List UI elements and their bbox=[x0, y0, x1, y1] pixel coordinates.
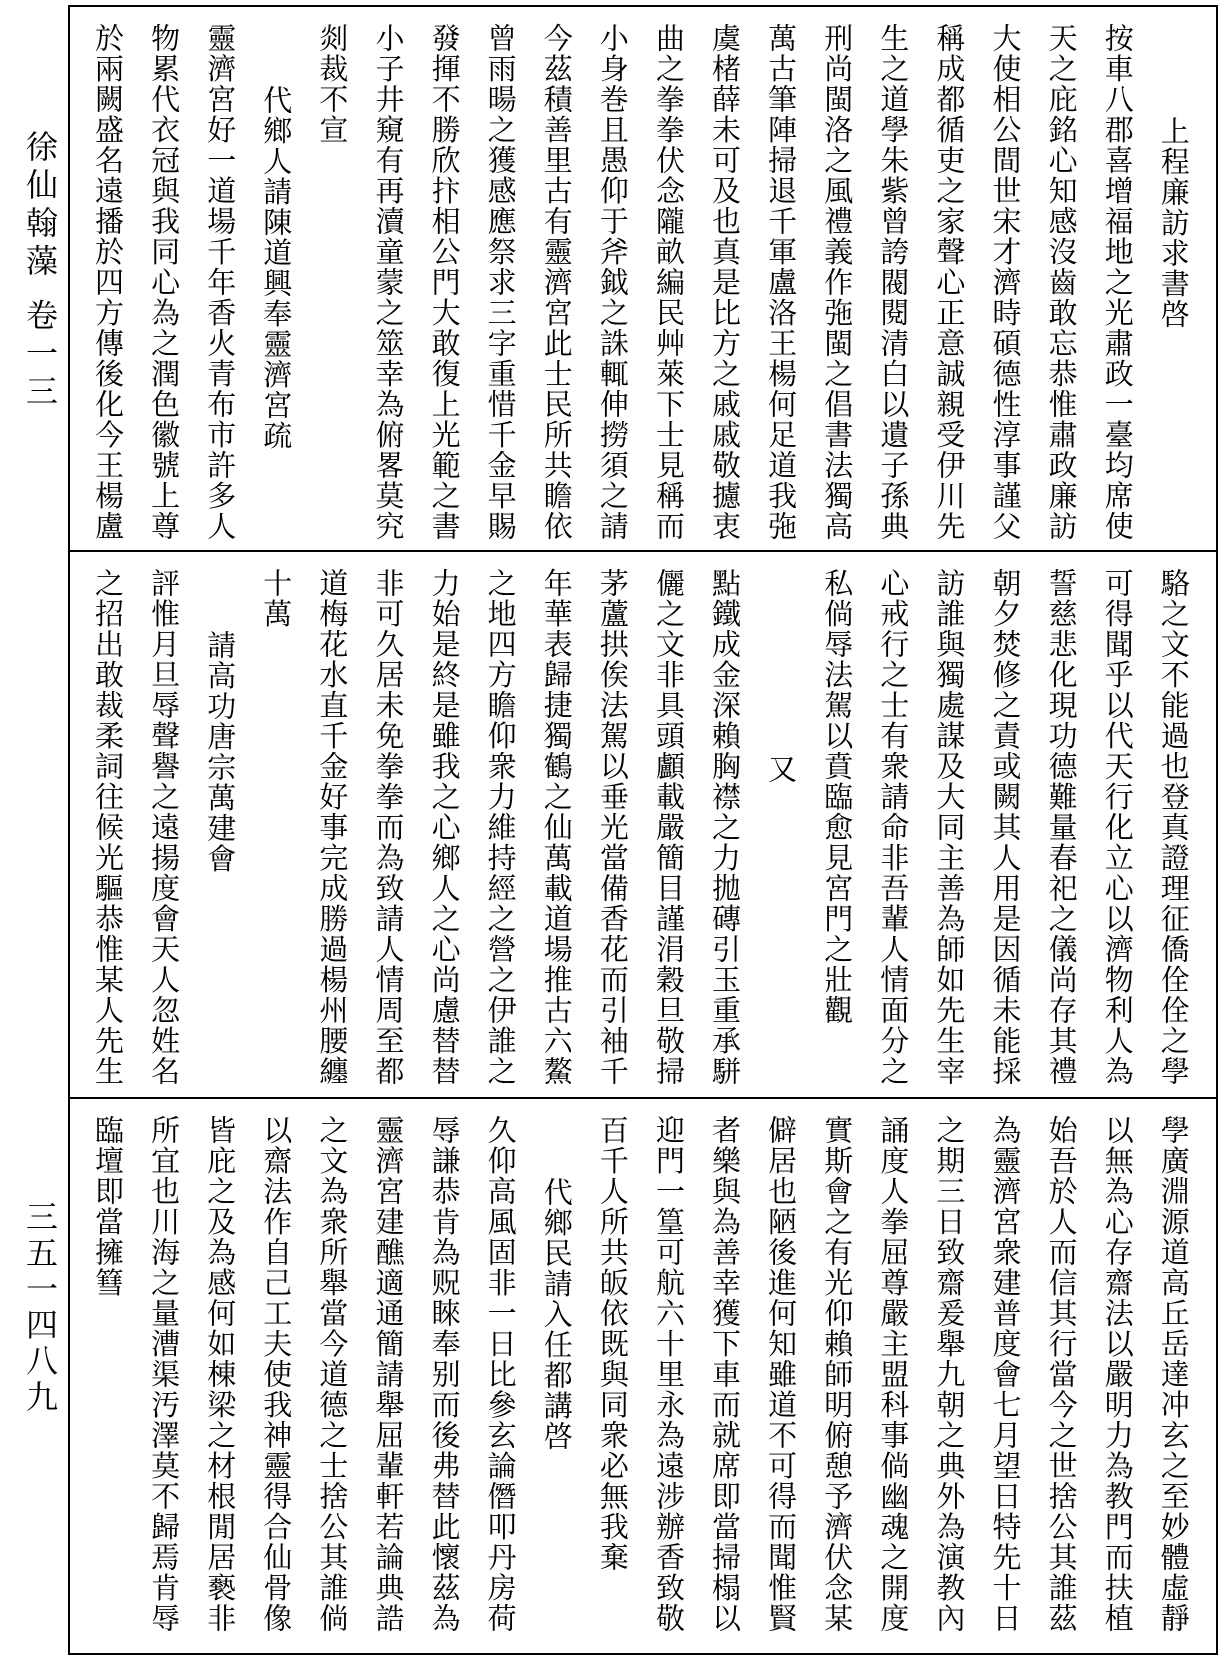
text-column: 於兩闕盛名遠播於四方傳後化今王楊盧 bbox=[91, 23, 125, 542]
text-column: 物累代衣冠與我同心為之潤色徽號上尊 bbox=[147, 23, 182, 542]
text-band-middle bbox=[70, 552, 1216, 1097]
text-column: 評惟月旦辱聲譽之遠揚度會天人忽姓名 bbox=[147, 568, 182, 1087]
text-column: 代鄉人請陳道興奉靈濟宮疏 bbox=[259, 85, 294, 451]
column-group bbox=[84, 23, 1196, 542]
column-group bbox=[84, 568, 1196, 1089]
text-column: 實斯會之有光仰賴師明俯憩予濟伏念某 bbox=[820, 1115, 855, 1634]
text-column: 道梅花水直千金好事完成勝過楊州腰纏 bbox=[315, 568, 350, 1087]
text-column: 訪誰與獨處謀及大同主善為師如先生宰 bbox=[932, 568, 967, 1087]
margin-page-number: 三五一四八九 bbox=[21, 1200, 59, 1416]
text-column: 者樂與為善幸獲下車而就席即當掃榻以 bbox=[708, 1115, 743, 1634]
text-column: 之期三日致齋爰舉九朝之典外為演教內 bbox=[932, 1115, 967, 1634]
text-column: 萬古筆陣掃退千軍盧洛王楊何足道我㢮 bbox=[764, 23, 799, 542]
column-group bbox=[84, 1115, 1196, 1645]
text-column: 曲之拳拳伏念隴畝編民艸萊下士見稱而 bbox=[651, 23, 686, 542]
text-column: 臨壇即當擁篲 bbox=[91, 1115, 125, 1298]
text-column: 私倘辱法駕以賁臨愈見宮門之壯觀 bbox=[820, 568, 855, 1026]
text-column: 點鐵成金深賴胸襟之力拋磚引玉重承駢 bbox=[708, 568, 743, 1087]
text-column: 曾雨暘之獲感應祭求三字重惜千金早賜 bbox=[483, 23, 518, 542]
text-column: 皆庇之及為感何如棟梁之材根閒居褻非 bbox=[203, 1115, 238, 1634]
text-column: 虞楮薛未可及也真是比方之戚戚敬攄衷 bbox=[708, 23, 743, 542]
text-column: 以無為心存齋法以嚴明力為教門而扶植 bbox=[1100, 1115, 1135, 1634]
text-column: 之招出敢裁柔詞往候光驅恭惟某人先生 bbox=[91, 568, 125, 1087]
text-column: 之地四方瞻仰衆力維持經之營之伊誰之 bbox=[483, 568, 518, 1087]
text-column: 小身巻且愚仰于斧鉞之誅輒伸撈須之請 bbox=[595, 23, 630, 542]
text-band-top bbox=[70, 7, 1216, 550]
text-column: 靈濟宮好一道場千年香火青布市許多人 bbox=[203, 23, 238, 542]
text-column: 稱成都循吏之家聲心正意誠親受伊川先 bbox=[932, 23, 967, 542]
text-column: 今茲積善里古有靈濟宮此士民所共瞻依 bbox=[539, 23, 574, 542]
text-column: 以齋法作自己工夫使我神靈得合仙骨像 bbox=[259, 1115, 294, 1634]
text-column: 代鄉民請入任都講啓 bbox=[539, 1177, 574, 1452]
text-column: 按車八郡喜增福地之光肅政一臺均席使 bbox=[1100, 23, 1135, 542]
text-column: 駱之文不能過也登真證理征僑佺佺之學 bbox=[1156, 568, 1191, 1087]
text-band-bottom bbox=[70, 1099, 1216, 1653]
page-frame bbox=[68, 5, 1218, 1655]
text-column: 始吾於人而信其行當今之世捨公其誰茲 bbox=[1044, 1115, 1079, 1634]
text-column: 力始是終是雖我之心鄉人之心尚慮替替 bbox=[427, 568, 462, 1087]
text-column: 又 bbox=[764, 754, 799, 785]
text-column: 迎門一篁可航六十里永為遠涉辦香致敬 bbox=[651, 1115, 686, 1634]
text-column: 上程廉訪求書啓 bbox=[1156, 116, 1191, 330]
text-column: 之文為衆所舉當今道德之士捨公其誰倘 bbox=[315, 1115, 350, 1634]
text-column: 久仰高風固非一日比參玄論僭叩丹房荷 bbox=[483, 1115, 518, 1634]
text-column: 為靈濟宮衆建普度會七月望日特先十日 bbox=[988, 1115, 1023, 1634]
text-column: 儷之文非具頭顱載嚴簡目謹涓穀旦敬掃 bbox=[651, 568, 686, 1087]
text-column: 發揮不勝欣抃相公門大敢復上光範之書 bbox=[427, 23, 462, 542]
text-column: 刑尚閩洛之風禮義作㢮閩之倡書法獨高 bbox=[820, 23, 855, 542]
text-column: 請高功唐宗萬建會 bbox=[203, 630, 238, 874]
text-column: 十萬 bbox=[259, 568, 294, 629]
text-column: 剡裁不宣 bbox=[315, 23, 350, 145]
text-column: 辱謙恭肯為贶睞奉别而後弗替此懷茲為 bbox=[427, 1115, 462, 1634]
text-column: 百千人所共皈依既與同衆必無我棄 bbox=[595, 1115, 630, 1573]
text-column: 僻居也陋後進何知雖道不可得而聞惟賢 bbox=[764, 1115, 799, 1634]
text-column: 心戒行之士有衆請命非吾輩人情面分之 bbox=[876, 568, 911, 1087]
text-column: 所宜也川海之量漕渠汚澤莫不歸焉肯辱 bbox=[147, 1115, 182, 1634]
text-column: 可得聞乎以代天行化立心以濟物利人為 bbox=[1100, 568, 1135, 1087]
text-column: 靈濟宮建醮適通簡請舉屈輩軒若論典誥 bbox=[371, 1115, 406, 1634]
margin-book-title: 徐仙翰藻 卷一三 bbox=[21, 130, 59, 413]
text-column: 朝夕焚修之責或闕其人用是因循未能採 bbox=[988, 568, 1023, 1087]
text-column: 誓慈悲化現功德難量春祀之儀尚存其禮 bbox=[1044, 568, 1079, 1087]
text-column: 小子井窺有再瀆童蒙之筮幸為俯畧莫究 bbox=[371, 23, 406, 542]
text-column: 天之庇銘心知感沒齒敢忘恭惟肅政廉訪 bbox=[1044, 23, 1079, 542]
text-column: 大使相公間世宋才濟時碩德性淳事謹父 bbox=[988, 23, 1023, 542]
text-column: 生之道學朱紫曾誇閥閱清白以遺子孫典 bbox=[876, 23, 911, 542]
text-column: 年華表歸捷獨鶴之仙萬載道場推古六鰲 bbox=[539, 568, 574, 1087]
text-column: 誦度人拳屈尊嚴主盟科事倘幽魂之開度 bbox=[876, 1115, 911, 1634]
text-column: 學廣淵源道高丘岳達冲玄之至妙體虛靜 bbox=[1156, 1115, 1191, 1634]
text-column: 茅蘆拱俟法駕以垂光當備香花而引袖千 bbox=[595, 568, 630, 1087]
text-column: 非可久居未免拳拳而為致請人情周至都 bbox=[371, 568, 406, 1087]
